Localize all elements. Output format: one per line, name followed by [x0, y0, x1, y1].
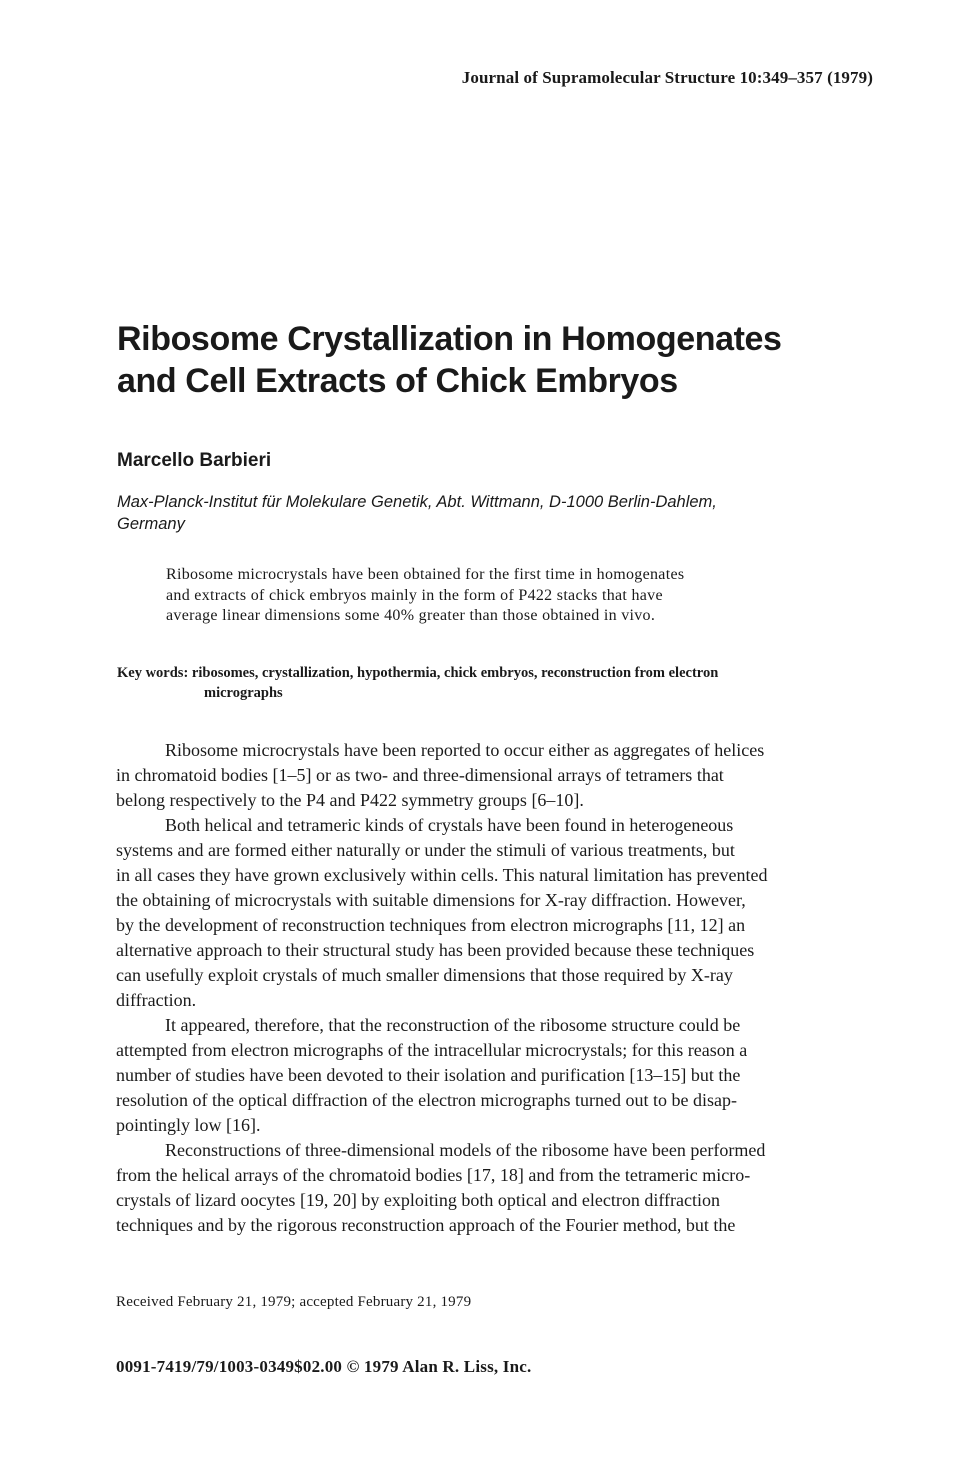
- body-line: Ribosome microcrystals have been reported to occur either as aggregates of helices: [165, 740, 765, 760]
- body-line: Both helical and tetrameric kinds of crystals have been found in heterogeneous: [165, 815, 734, 835]
- body-line: can usefully exploit crystals of much smaller dimensions that those required by X-ray: [116, 965, 733, 985]
- keywords: [117, 663, 877, 703]
- keywords-line: [117, 663, 877, 683]
- body-line: belong respectively to the P4 and P422 symmetry groups [6–10].: [116, 790, 584, 810]
- body-line: in chromatoid bodies [1–5] or as two- and three-dimensional arrays of tetramers that: [116, 765, 724, 785]
- author-affiliation: [117, 491, 877, 535]
- abstract-line: and extracts of chick embryos mainly in the form of P422 stacks that have: [166, 586, 663, 604]
- body-line: by the development of reconstruction techniques from electron micrographs [11, 12] an: [116, 915, 746, 935]
- title-line: Ribosome Crystallization in Homogenates: [117, 320, 782, 358]
- body-line: Reconstructions of three-dimensional models of the ribosome have been performed: [165, 1140, 766, 1160]
- body-line: from the helical arrays of the chromatoid bodies [17, 18] and from the tetrameric micro-: [116, 1165, 751, 1185]
- author-name: Marcello Barbieri: [117, 450, 272, 471]
- keywords-list: ribosomes, crystallization, hypothermia, chick embryos, reconstruction from electron: [191, 665, 719, 681]
- body-line: attempted from electron micrographs of the intracellular microcrystals; for this reason a: [116, 1040, 748, 1060]
- body-line: alternative approach to their structural study has been provided because these techniques: [116, 940, 755, 960]
- journal-citation: Journal of Supramolecular Structure 10:349–357 (1979): [461, 68, 873, 87]
- abstract-line: average linear dimensions some 40% greater than those obtained in vivo.: [166, 607, 656, 624]
- affiliation-line: Germany: [117, 515, 185, 533]
- body-line: resolution of the optical diffraction of the electron micrographs turned out to be disap-: [116, 1090, 737, 1110]
- title-line: and Cell Extracts of Chick Embryos: [117, 362, 678, 400]
- affiliation-line: Max-Planck-Institut für Molekulare Genetik, Abt. Wittmann, D-1000 Berlin-Dahlem,: [117, 493, 717, 511]
- keywords-label: Key words:: [117, 665, 189, 681]
- body-line: number of studies have been devoted to their isolation and purification [13–15] but the: [116, 1065, 741, 1085]
- copyright-line: 0091-7419/79/1003-0349$02.00 © 1979 Alan R. Liss, Inc.: [116, 1357, 532, 1376]
- body-line: crystals of lizard oocytes [19, 20] by exploiting both optical and electron diffraction: [116, 1190, 720, 1210]
- body-line: in all cases they have grown exclusively within cells. This natural limitation has prevented: [116, 865, 768, 885]
- body-text: [116, 738, 876, 1238]
- body-line: diffraction.: [116, 990, 197, 1010]
- body-line: It appeared, therefore, that the reconstruction of the ribosome structure could be: [165, 1015, 741, 1035]
- body-line: techniques and by the rigorous reconstruction approach of the Fourier method, but the: [116, 1215, 736, 1235]
- abstract-line: Ribosome microcrystals have been obtained for the first time in homogenates: [166, 566, 685, 583]
- article-title: [117, 318, 917, 402]
- received-date: Received February 21, 1979; accepted February 21, 1979: [116, 1294, 472, 1310]
- body-line: the obtaining of microcrystals with suitable dimensions for X-ray diffraction. However,: [116, 890, 746, 910]
- body-line: systems and are formed either naturally or under the stimuli of various treatments, but: [116, 840, 735, 860]
- abstract: [166, 565, 866, 627]
- keywords-continuation: micrographs: [204, 685, 283, 701]
- body-line: pointingly low [16].: [116, 1115, 261, 1135]
